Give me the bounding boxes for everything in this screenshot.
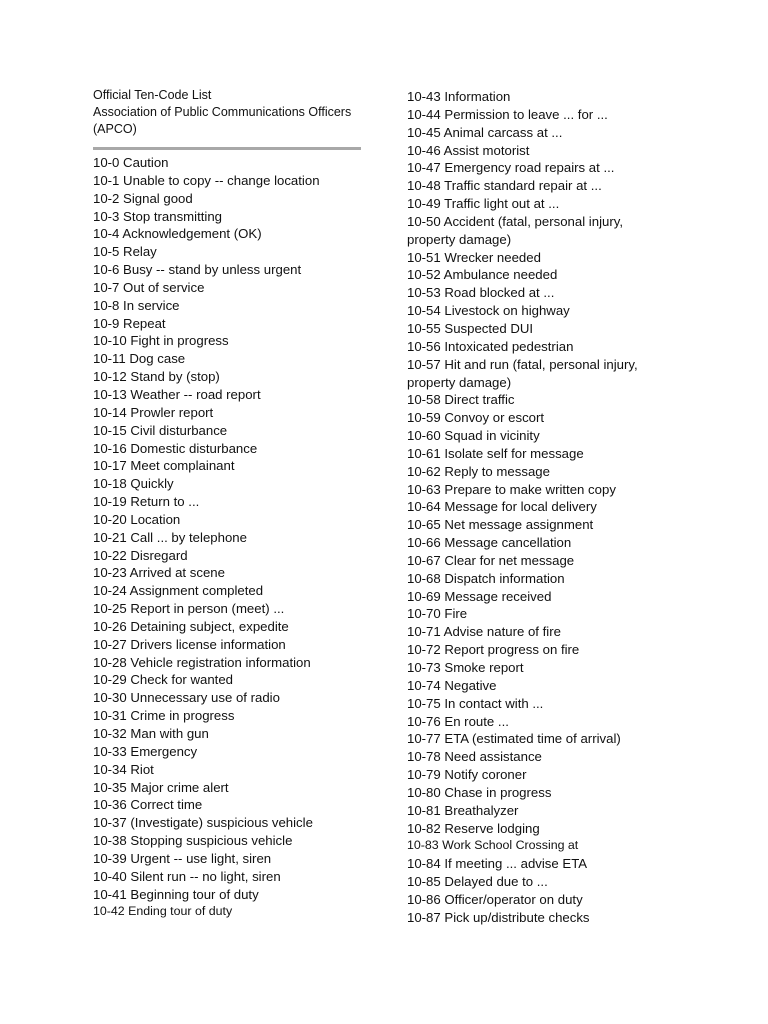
code-list-item: 10-84 If meeting ... advise ETA xyxy=(407,856,588,872)
code-list-item: 10-8 In service xyxy=(93,297,180,313)
code-list-item: 10-65 Net message assignment xyxy=(407,517,594,533)
code-list-item: 10-10 Fight in progress xyxy=(93,333,229,349)
code-list-item: 10-12 Stand by (stop) xyxy=(93,369,220,385)
code-list-item: 10-31 Crime in progress xyxy=(93,708,235,724)
code-list-item: 10-5 Relay xyxy=(93,244,157,260)
code-list-item: 10-27 Drivers license information xyxy=(93,636,286,652)
code-list-item: 10-57 Hit and run (fatal, personal injury, xyxy=(407,356,638,372)
code-list-item: 10-66 Message cancellation xyxy=(407,535,572,551)
code-list-item: 10-54 Livestock on highway xyxy=(407,303,570,319)
code-list-item: property damage) xyxy=(407,374,512,390)
code-list-item: 10-67 Clear for net message xyxy=(407,552,575,568)
code-list-item: 10-44 Permission to leave ... for ... xyxy=(407,106,608,122)
code-list-item: 10-63 Prepare to make written copy xyxy=(407,481,616,497)
code-list-item: 10-70 Fire xyxy=(407,606,468,622)
code-list-item: 10-17 Meet complainant xyxy=(93,458,235,474)
code-list-item: 10-47 Emergency road repairs at ... xyxy=(407,160,615,176)
organization-abbreviation: (APCO) xyxy=(93,122,137,136)
code-list-item: 10-15 Civil disturbance xyxy=(93,422,228,438)
code-list-item: 10-33 Emergency xyxy=(93,743,198,759)
code-list-item: 10-85 Delayed due to ... xyxy=(407,874,548,890)
code-list-item: 10-50 Accident (fatal, personal injury, xyxy=(407,213,624,229)
code-list-item: 10-51 Wrecker needed xyxy=(407,249,541,265)
code-list-item: 10-49 Traffic light out at ... xyxy=(407,196,560,212)
code-list-item: property damage) xyxy=(407,231,512,247)
code-list-item: 10-76 En route ... xyxy=(407,713,509,729)
code-list-item: 10-75 In contact with ... xyxy=(407,695,544,711)
code-list-item: 10-14 Prowler report xyxy=(93,404,214,420)
code-list-item: 10-18 Quickly xyxy=(93,476,174,492)
code-list-item: 10-43 Information xyxy=(407,89,511,104)
code-list-item: 10-58 Direct traffic xyxy=(407,392,515,408)
code-list-item: 10-35 Major crime alert xyxy=(93,779,229,795)
code-list-item: 10-9 Repeat xyxy=(93,315,166,331)
code-list-item: 10-1 Unable to copy -- change location xyxy=(93,172,320,188)
code-list-item: 10-24 Assignment completed xyxy=(93,583,264,599)
code-list-item: 10-42 Ending tour of duty xyxy=(93,904,233,919)
code-list-item: 10-37 (Investigate) suspicious vehicle xyxy=(93,815,313,831)
code-list-item: 10-22 Disregard xyxy=(93,547,188,563)
code-list-item: 10-41 Beginning tour of duty xyxy=(93,886,259,902)
code-list-item: 10-62 Reply to message xyxy=(407,463,550,479)
code-list-item: 10-23 Arrived at scene xyxy=(93,565,225,581)
code-list-item: 10-73 Smoke report xyxy=(407,660,524,675)
code-list-item: 10-82 Reserve lodging xyxy=(407,820,540,836)
code-list-item: 10-38 Stopping suspicious vehicle xyxy=(93,833,293,849)
code-list-item: 10-40 Silent run -- no light, siren xyxy=(93,868,281,884)
code-list-item: 10-20 Location xyxy=(93,511,181,527)
organization-name: Association of Public Communications Officers xyxy=(93,105,352,119)
code-list-item: 10-53 Road blocked at ... xyxy=(407,285,555,301)
code-list-item: 10-21 Call ... by telephone xyxy=(93,529,247,545)
code-list-item: 10-48 Traffic standard repair at ... xyxy=(407,178,602,194)
code-list-item: 10-3 Stop transmitting xyxy=(93,208,223,224)
document-title: Official Ten-Code List xyxy=(93,88,212,102)
code-list-item: 10-34 Riot xyxy=(93,761,154,777)
code-list-item: 10-52 Ambulance needed xyxy=(407,267,558,283)
code-list-item: 10-81 Breathalyzer xyxy=(407,802,519,818)
code-list-item: 10-16 Domestic disturbance xyxy=(93,440,258,456)
code-list-item: 10-71 Advise nature of fire xyxy=(407,624,561,640)
code-list-item: 10-13 Weather -- road report xyxy=(93,386,261,402)
code-list-item: 10-46 Assist motorist xyxy=(407,142,530,158)
code-list-item: 10-6 Busy -- stand by unless urgent xyxy=(93,262,302,278)
code-list-item: 10-4 Acknowledgement (OK) xyxy=(93,226,262,242)
code-list-item: 10-25 Report in person (meet) ... xyxy=(93,601,285,617)
code-list-item: 10-64 Message for local delivery xyxy=(407,499,597,515)
code-list-item: 10-29 Check for wanted xyxy=(93,672,234,688)
header-divider xyxy=(93,147,361,150)
code-list-item: 10-55 Suspected DUI xyxy=(407,320,534,336)
code-list-item: 10-79 Notify coroner xyxy=(407,767,527,783)
code-list-left-column xyxy=(93,154,383,921)
code-list-item: 10-0 Caution xyxy=(93,155,169,170)
code-list-item: 10-36 Correct time xyxy=(93,797,203,813)
code-list-item: 10-68 Dispatch information xyxy=(407,570,565,586)
code-list-item: 10-39 Urgent -- use light, siren xyxy=(93,850,272,866)
code-list-item: 10-45 Animal carcass at ... xyxy=(407,124,563,140)
code-list-item: 10-26 Detaining subject, expedite xyxy=(93,618,289,634)
code-list-item: 10-74 Negative xyxy=(407,677,497,693)
code-list-item: 10-28 Vehicle registration information xyxy=(93,654,311,670)
code-list-item: 10-61 Isolate self for message xyxy=(407,445,584,461)
code-list-item: 10-72 Report progress on fire xyxy=(407,642,580,658)
code-list-item: 10-60 Squad in vicinity xyxy=(407,428,540,444)
code-list-item: 10-56 Intoxicated pedestrian xyxy=(407,338,574,354)
code-list-item: 10-86 Officer/operator on duty xyxy=(407,891,583,907)
code-list-item: 10-69 Message received xyxy=(407,588,552,604)
document-header xyxy=(93,87,373,138)
code-list-item: 10-59 Convoy or escort xyxy=(407,410,545,426)
code-list-item: 10-30 Unnecessary use of radio xyxy=(93,690,280,706)
code-list-item: 10-2 Signal good xyxy=(93,190,193,206)
code-list-item: 10-7 Out of service xyxy=(93,279,205,295)
code-list-item: 10-87 Pick up/distribute checks xyxy=(407,909,590,925)
code-list-item: 10-83 Work School Crossing at xyxy=(407,838,579,853)
code-list-item: 10-77 ETA (estimated time of arrival) xyxy=(407,731,621,747)
code-list-item: 10-78 Need assistance xyxy=(407,749,542,765)
code-list-item: 10-11 Dog case xyxy=(93,351,186,367)
code-list-item: 10-32 Man with gun xyxy=(93,726,209,741)
code-list-right-column xyxy=(407,88,707,927)
code-list-item: 10-19 Return to ... xyxy=(93,494,200,510)
code-list-item: 10-80 Chase in progress xyxy=(407,784,552,800)
